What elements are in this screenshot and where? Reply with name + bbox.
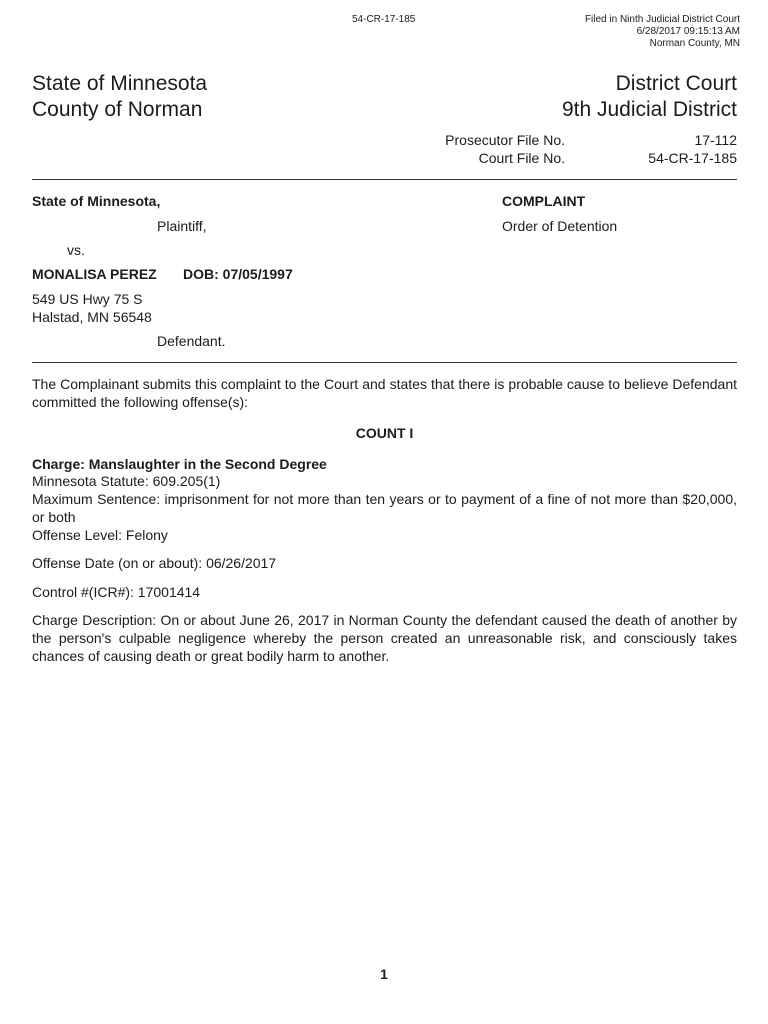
defendant-name: MONALISA PEREZ <box>32 266 157 282</box>
charge-description: Charge Description: On or about June 26, 2017 in Norman County the defendant caused the death of another by the person's culpable negligence whereby the person created an unreasonable risk, and consciously takes chances of causing death or great bodily harm to another. <box>32 612 737 664</box>
header-case-number: 54-CR-17-185 <box>352 14 416 25</box>
charge-title: Charge: Manslaughter in the Second Degree <box>32 456 327 472</box>
plaintiff-name: State of Minnesota, <box>32 193 161 209</box>
charge-statute: Minnesota Statute: 609.205(1) <box>32 473 221 489</box>
document-subtype: Order of Detention <box>502 218 618 234</box>
filing-stamp-line2: 6/28/2017 09:15:13 AM <box>636 26 740 37</box>
defendant-dob: DOB: 07/05/1997 <box>183 266 293 282</box>
divider-top <box>32 179 737 180</box>
defendant-address-line2: Halstad, MN 56548 <box>32 309 152 325</box>
divider-bottom <box>32 362 737 363</box>
count-heading: COUNT I <box>355 425 414 441</box>
filing-stamp-line1: Filed in Ninth Judicial District Court <box>584 14 740 25</box>
venue-district: 9th Judicial District <box>561 98 737 121</box>
defendant-address-line1: 549 US Hwy 75 S <box>32 291 143 307</box>
page-number: 1 <box>380 966 388 982</box>
court-file-value: 54-CR-17-185 <box>648 150 737 166</box>
plaintiff-role: Plaintiff, <box>157 218 207 234</box>
prosecutor-file-value: 17-112 <box>694 132 737 148</box>
charge-offense-level: Offense Level: Felony <box>32 527 168 543</box>
filing-stamp-line3: Norman County, MN <box>649 38 740 49</box>
filing-stamp <box>585 14 740 50</box>
venue-state: State of Minnesota <box>32 72 208 95</box>
prosecutor-file-label: Prosecutor File No. <box>445 132 565 148</box>
defendant-role: Defendant. <box>157 333 226 349</box>
charge-offense-date: Offense Date (on or about): 06/26/2017 <box>32 555 277 571</box>
venue-court: District Court <box>615 72 737 95</box>
charge-control-number: Control #(ICR#): 17001414 <box>32 584 201 600</box>
venue-county: County of Norman <box>32 98 203 121</box>
versus: vs. <box>67 242 85 258</box>
court-file-label: Court File No. <box>478 150 565 166</box>
charge-max-sentence: Maximum Sentence: imprisonment for not more than ten years or to payment of a fine of not more than $20,000, or both <box>32 491 737 525</box>
intro-paragraph: The Complainant submits this complaint to the Court and states that there is probable cause to believe Defendant committed the following offense(s): <box>32 376 737 410</box>
document-type: COMPLAINT <box>502 193 586 209</box>
